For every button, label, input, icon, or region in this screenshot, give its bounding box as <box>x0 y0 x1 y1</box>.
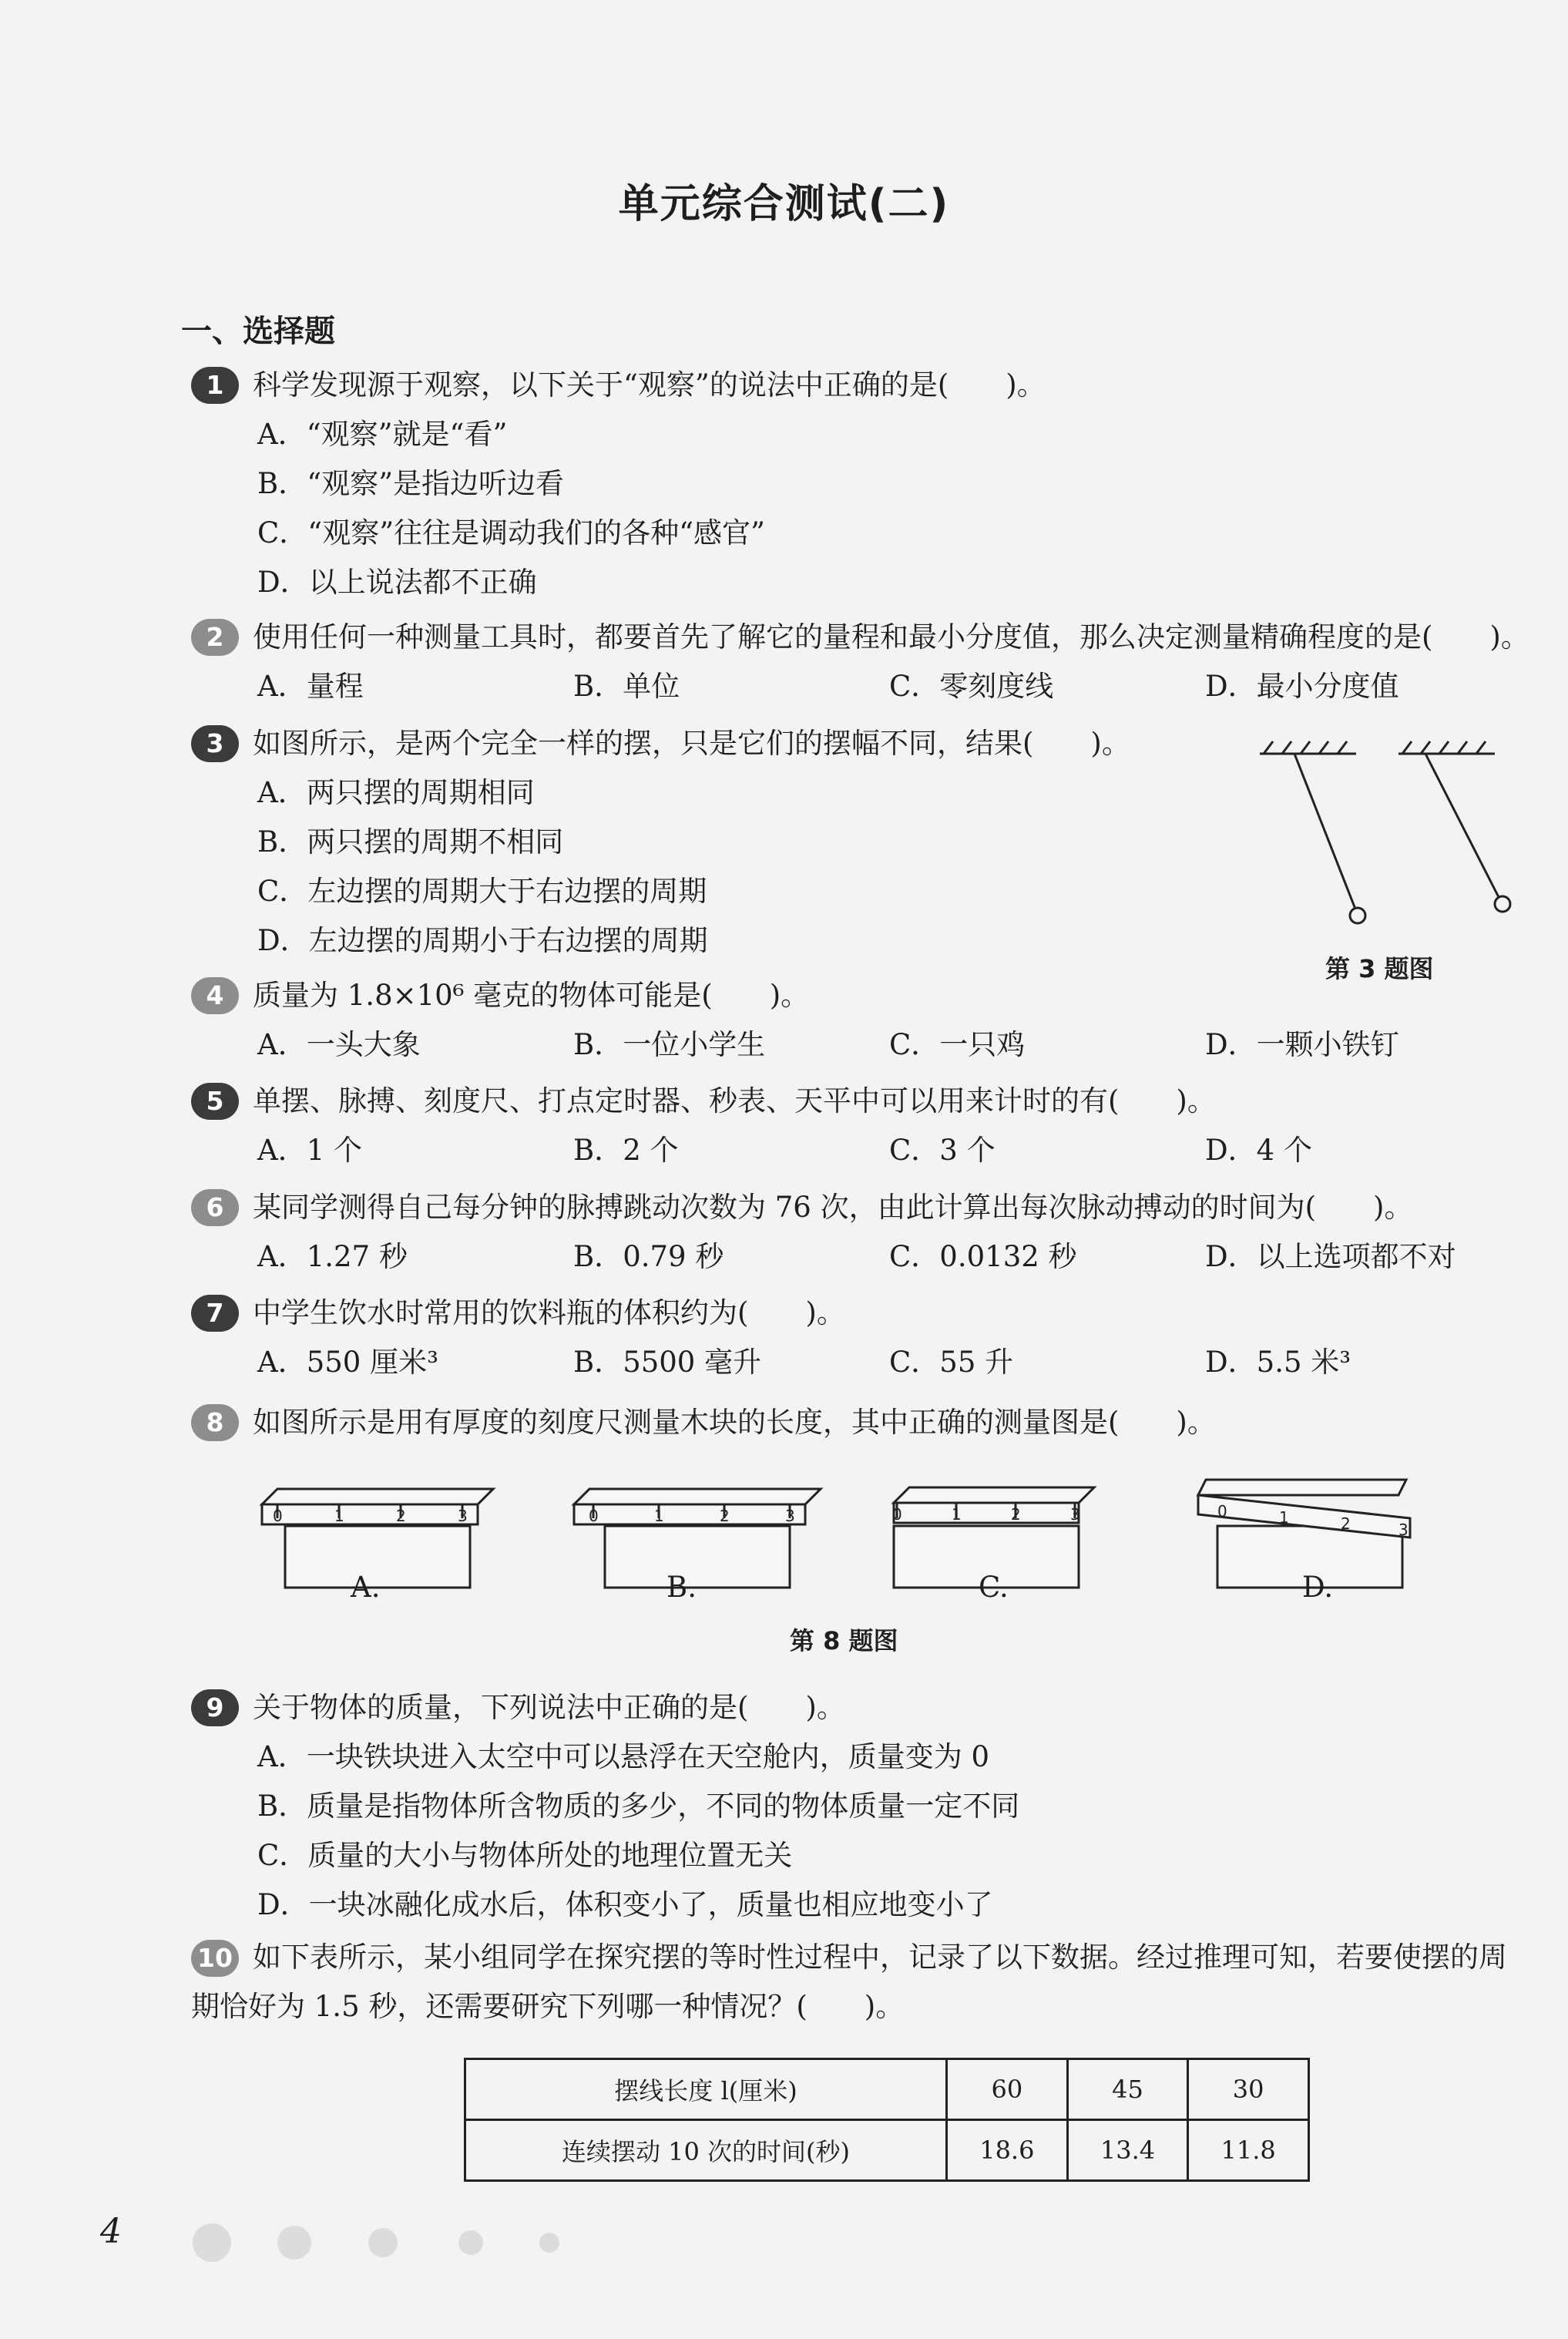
question-7 <box>191 1289 1532 1387</box>
question-number-badge: 10 <box>191 1940 239 1977</box>
option-d[interactable]: D．一颗小铁钉 <box>1205 1028 1399 1061</box>
figure-caption-q3: 第 3 题图 <box>1325 954 1434 983</box>
option-d[interactable]: D．一块冰融化成水后，体积变小了，质量也相应地变小了 <box>257 1888 993 1921</box>
table-cell: 13.4 <box>1067 2120 1188 2181</box>
question-number-badge: 1 <box>191 367 239 404</box>
decorative-dot <box>193 2223 231 2262</box>
question-text: 中学生饮水时常用的饮料瓶的体积约为( )。 <box>253 1296 845 1329</box>
table-cell: 11.8 <box>1188 2120 1309 2181</box>
option-d[interactable]: D．最小分度值 <box>1205 670 1399 703</box>
question-text: 科学发现源于观察，以下关于“观察”的说法中正确的是( )。 <box>253 368 1046 402</box>
question-number-badge: 4 <box>191 977 239 1014</box>
option-d[interactable]: D．以上说法都不正确 <box>257 566 537 599</box>
option-a[interactable]: A．两只摆的周期相同 <box>257 776 535 809</box>
page-title: 单元综合测试(二) <box>618 181 950 227</box>
question-number-badge: 3 <box>191 725 239 762</box>
question-4 <box>191 971 1532 1070</box>
ruler-tick-label: 0 <box>273 1507 283 1525</box>
decorative-dot <box>277 2226 311 2260</box>
ruler-tick-label: 0 <box>892 1505 902 1524</box>
option-b[interactable]: B．单位 <box>573 670 680 703</box>
option-d[interactable]: D．以上选项都不对 <box>1205 1240 1456 1273</box>
option-a[interactable]: A．量程 <box>257 670 364 703</box>
question-9 <box>191 1683 1532 1930</box>
question-number-badge: 2 <box>191 619 239 656</box>
question-5 <box>191 1077 1532 1175</box>
decorative-dot <box>458 2230 483 2255</box>
section-heading: 一、选择题 <box>181 314 335 349</box>
option-d[interactable]: D．5.5 米³ <box>1205 1346 1351 1379</box>
option-b[interactable]: B．5500 毫升 <box>573 1346 762 1379</box>
option-c[interactable]: C．左边摆的周期大于右边摆的周期 <box>257 875 707 908</box>
page-number: 4 <box>100 2212 122 2251</box>
table-row <box>465 2120 1309 2181</box>
question-10 <box>191 1933 1524 2032</box>
option-d[interactable]: D．4 个 <box>1205 1134 1312 1167</box>
figure-option-b[interactable]: B. <box>666 1571 697 1604</box>
ruler-tick-label: 3 <box>785 1507 795 1525</box>
option-a[interactable]: A．一块铁块进入太空中可以悬浮在天空舱内，质量变为 0 <box>257 1740 990 1773</box>
question-number-badge: 7 <box>191 1295 239 1332</box>
question-6 <box>191 1183 1532 1282</box>
ruler-tick-label: 3 <box>1398 1521 1409 1539</box>
table-cell: 30 <box>1188 2059 1309 2120</box>
ruler-tick-label: 0 <box>1217 1502 1227 1521</box>
option-b[interactable]: B．“观察”是指边听边看 <box>257 467 565 500</box>
option-b[interactable]: B．2 个 <box>573 1134 679 1167</box>
pendulum-data-table <box>464 2058 1310 2182</box>
ruler-tick-label: 1 <box>654 1507 664 1525</box>
option-c[interactable]: C．“观察”往往是调动我们的各种“感官” <box>257 516 765 549</box>
decorative-dot <box>539 2233 559 2253</box>
figure-caption-q8: 第 8 题图 <box>790 1626 898 1655</box>
question-text: 关于物体的质量，下列说法中正确的是( )。 <box>253 1691 845 1724</box>
question-text: 单摆、脉搏、刻度尺、打点定时器、秒表、天平中可以用来计时的有( )。 <box>253 1084 1216 1117</box>
table-cell: 60 <box>947 2059 1068 2120</box>
ruler-tick-label: 3 <box>1070 1505 1080 1524</box>
question-8 <box>191 1398 1532 1447</box>
question-text: 使用任何一种测量工具时，都要首先了解它的量程和最小分度值，那么决定测量精确程度的是( )。 <box>253 620 1529 654</box>
option-c[interactable]: C．55 升 <box>889 1346 1014 1379</box>
ruler-tick-label: 1 <box>1279 1508 1289 1527</box>
ruler-tick-label: 2 <box>720 1507 730 1525</box>
question-number-badge: 9 <box>191 1689 239 1726</box>
option-a[interactable]: A．“观察”就是“看” <box>257 418 508 451</box>
table-row-label: 连续摆动 10 次的时间(秒) <box>465 2120 947 2181</box>
option-d[interactable]: D．左边摆的周期小于右边摆的周期 <box>257 924 708 957</box>
table-row-label: 摆线长度 l(厘米) <box>465 2059 947 2120</box>
option-a[interactable]: A．1 个 <box>257 1134 363 1167</box>
question-text: 如图所示，是两个完全一样的摆，只是它们的摆幅不同，结果( )。 <box>253 727 1130 760</box>
question-1 <box>191 361 1532 607</box>
option-c[interactable]: C．3 个 <box>889 1134 996 1167</box>
question-number-badge: 5 <box>191 1083 239 1120</box>
option-b[interactable]: B．两只摆的周期不相同 <box>257 825 564 859</box>
figure-option-a[interactable]: A. <box>351 1571 381 1604</box>
ruler-tick-label: 3 <box>458 1507 468 1525</box>
table-cell: 45 <box>1067 2059 1188 2120</box>
table-row <box>465 2059 1309 2120</box>
ruler-tick-label: 0 <box>589 1507 599 1525</box>
question-text: 质量为 1.8×10⁶ 毫克的物体可能是( )。 <box>253 979 810 1012</box>
question-2 <box>191 613 1532 711</box>
decorative-dot <box>368 2228 398 2257</box>
option-a[interactable]: A．550 厘米³ <box>257 1346 438 1379</box>
ruler-tick-label: 2 <box>396 1507 406 1525</box>
figure-option-d[interactable]: D. <box>1302 1571 1334 1604</box>
question-text: 如下表所示，某小组同学在探究摆的等时性过程中，记录了以下数据。经过推理可知，若要使摆的周期恰好为 1.5 秒，还需要研究下列哪一种情况？( )。 <box>191 1941 1507 2023</box>
option-a[interactable]: A．一头大象 <box>257 1028 421 1061</box>
option-b[interactable]: B．一位小学生 <box>573 1028 766 1061</box>
ruler-tick-label: 1 <box>334 1507 344 1525</box>
question-text: 某同学测得自己每分钟的脉搏跳动次数为 76 次，由此计算出每次脉动搏动的时间为( )。 <box>253 1191 1413 1224</box>
option-b[interactable]: B．0.79 秒 <box>573 1240 724 1273</box>
ruler-tick-label: 1 <box>952 1505 962 1524</box>
question-text: 如图所示是用有厚度的刻度尺测量木块的长度，其中正确的测量图是( )。 <box>253 1406 1216 1439</box>
ruler-figures <box>254 1449 1456 1603</box>
ruler-figure-b <box>574 1489 821 1588</box>
ruler-tick-label: 2 <box>1011 1505 1021 1524</box>
table-cell: 18.6 <box>947 2120 1068 2181</box>
option-a[interactable]: A．1.27 秒 <box>257 1240 408 1273</box>
figure-option-c[interactable]: C. <box>979 1571 1009 1604</box>
option-b[interactable]: B．质量是指物体所含物质的多少，不同的物体质量一定不同 <box>257 1790 1020 1823</box>
option-c[interactable]: C．零刻度线 <box>889 670 1054 703</box>
pendulum-figure <box>1248 732 1526 925</box>
ruler-tick-label: 2 <box>1341 1514 1351 1533</box>
question-number-badge: 6 <box>191 1189 239 1226</box>
option-c[interactable]: C．质量的大小与物体所处的地理位置无关 <box>257 1839 793 1872</box>
question-number-badge: 8 <box>191 1404 239 1441</box>
option-c[interactable]: C．0.0132 秒 <box>889 1240 1077 1273</box>
option-c[interactable]: C．一只鸡 <box>889 1028 1026 1061</box>
